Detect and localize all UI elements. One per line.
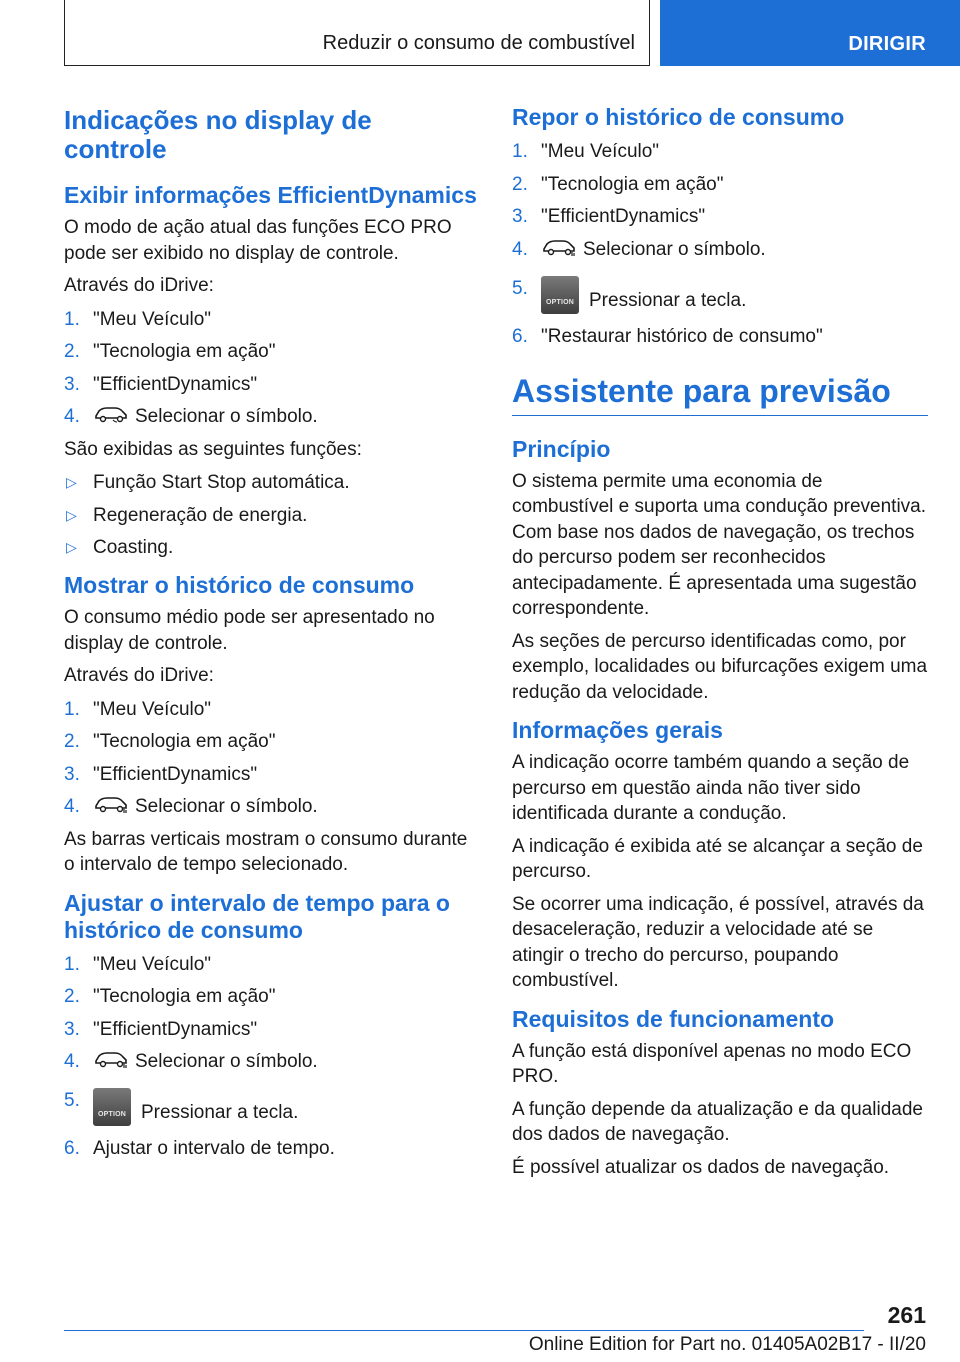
list-item [64, 1136, 480, 1161]
list-item [512, 172, 928, 197]
car-consumption-icon [93, 1049, 129, 1069]
list-item [64, 503, 480, 528]
step-number: 6. [64, 1138, 80, 1159]
steps-list [512, 139, 928, 349]
step-text: "Tecnologia em ação" [93, 986, 276, 1007]
bullet-text: Coasting. [93, 537, 174, 558]
triangle-bullet-icon: ▷ [66, 539, 77, 555]
header-section-title: Reduzir o consumo de combustível [322, 32, 635, 54]
heading-mostrar-historico: Mostrar o histórico de consumo [64, 572, 415, 598]
triangle-bullet-icon: ▷ [66, 474, 77, 490]
step-number: 3. [64, 373, 80, 395]
list-item [512, 204, 928, 229]
option-key-label: OPTION [97, 1111, 127, 1118]
heading-indicacoes: Indicações no display de controle [64, 105, 372, 164]
step-text: "Meu Veículo" [93, 308, 212, 330]
step-number: 5. [64, 1090, 80, 1111]
step-number: 1. [512, 141, 528, 162]
list-item [64, 729, 480, 754]
list-item [64, 372, 480, 397]
heading-ajustar-intervalo: Ajustar o intervalo de tempo para o histórico de consumo [64, 889, 450, 943]
step-number: 2. [64, 731, 80, 752]
paragraph: O sistema permite uma economia de combustível e suporta uma condução preventiva. Com base nos dados de navegação, os trechos do percurso podem ser reconhecidos antecipadamente. É apresentada uma sugestão correspondente. [512, 470, 927, 619]
list-item [512, 324, 928, 349]
step-number: 2. [64, 341, 80, 362]
step-number: 1. [64, 698, 80, 720]
paragraph: O consumo médio pode ser apresentado no display de controle. [64, 607, 435, 654]
heading-informacoes-gerais: Informações gerais [512, 717, 723, 743]
step-text: "Meu Veículo" [541, 141, 660, 162]
list-item [512, 237, 928, 262]
step-number: 1. [64, 308, 80, 330]
list-item [64, 404, 480, 429]
heading-repor-historico: Repor o histórico de consumo [512, 104, 845, 130]
step-number: 2. [64, 986, 80, 1007]
step-text: "Restaurar histórico de consumo" [541, 325, 823, 347]
list-item [64, 1088, 480, 1126]
steps-list [64, 307, 480, 430]
list-item [64, 470, 480, 495]
steps-list [64, 697, 480, 820]
list-item [512, 139, 928, 164]
page-number: 261 [887, 1302, 926, 1328]
step-number: 4. [64, 796, 80, 817]
list-item [64, 535, 480, 560]
heading-principio: Princípio [512, 435, 611, 462]
heading-requisitos: Requisitos de funcionamento [512, 1005, 835, 1032]
step-text: Pressionar a tecla. [141, 1102, 299, 1123]
step-text: Selecionar o símbolo. [135, 406, 318, 427]
left-column [64, 100, 480, 1169]
header-chapter-label: DIRIGIR [848, 33, 926, 55]
option-key-label: OPTION [545, 298, 575, 306]
step-number: 4. [512, 238, 528, 260]
step-text: Selecionar o símbolo. [135, 1051, 318, 1072]
step-text: Pressionar a tecla. [589, 289, 747, 311]
list-item [64, 762, 480, 787]
paragraph: É possível atualizar os dados de navegação. [512, 1156, 890, 1178]
bullet-text: Regeneração de energia. [93, 504, 308, 526]
step-text: "Tecnologia em ação" [93, 341, 276, 362]
paragraph: As seções de percurso identificadas como, por exemplo, localidades ou bifurcações exigem uma redução da velocidade. [512, 630, 928, 703]
step-number: 3. [64, 763, 80, 785]
paragraph: A função está disponível apenas no modo ECO PRO. [512, 1040, 912, 1087]
step-number: 5. [512, 277, 528, 299]
list-item [512, 276, 928, 314]
step-text: "EfficientDynamics" [541, 206, 706, 227]
option-key-icon [541, 276, 579, 314]
bullet-text: Função Start Stop automática. [93, 472, 350, 493]
paragraph: A indicação ocorre também quando a seção de percurso em questão ainda não tiver sido identificada durante a condução. [512, 752, 910, 824]
step-text: "Meu Veículo" [93, 698, 212, 720]
paragraph: Se ocorrer uma indicação, é possível, através da desaceleração, reduzir a velocidade até se atingir o trecho do percurso, poupando combustível. [512, 893, 924, 991]
step-number: 3. [512, 206, 528, 227]
step-number: 4. [64, 406, 80, 427]
triangle-bullet-icon: ▷ [66, 506, 77, 523]
paragraph: A função depende da atualização e da qualidade dos dados de navegação. [512, 1098, 923, 1145]
car-consumption-icon [93, 794, 129, 814]
step-text: "Tecnologia em ação" [541, 173, 724, 195]
step-text: "Tecnologia em ação" [93, 731, 276, 752]
step-text: "Meu Veículo" [93, 953, 212, 975]
paragraph: O modo de ação atual das funções ECO PRO pode ser exibido no display de controle. [64, 217, 452, 264]
heading-assistente-previsao: Assistente para previsão [512, 371, 928, 416]
step-text: "EfficientDynamics" [93, 763, 258, 785]
footer-divider [64, 1330, 864, 1331]
step-text: Selecionar o símbolo. [583, 238, 766, 260]
step-text: Ajustar o intervalo de tempo. [93, 1138, 335, 1159]
header-section-box [64, 0, 650, 66]
paragraph: São exibidas as seguintes funções: [64, 438, 362, 460]
option-key-icon [93, 1088, 131, 1126]
list-item [64, 1017, 480, 1042]
steps-list [64, 952, 480, 1162]
step-number: 1. [64, 953, 80, 975]
paragraph: As barras verticais mostram o consumo durante o intervalo de tempo selecionado. [64, 828, 468, 875]
step-number: 3. [64, 1018, 80, 1040]
step-number: 2. [512, 173, 528, 195]
list-item [64, 952, 480, 977]
paragraph: A indicação é exibida até se alcançar a seção de percurso. [512, 835, 923, 882]
list-item [64, 307, 480, 332]
car-consumption-icon [541, 237, 577, 257]
step-number: 6. [512, 325, 528, 347]
heading-exibir-informacoes: Exibir informações EfficientDynamics [64, 182, 477, 208]
car-symbol-icon [93, 404, 129, 424]
bullet-list [64, 470, 480, 560]
step-text: "EfficientDynamics" [93, 1018, 258, 1040]
right-column [512, 100, 928, 1187]
list-item [64, 1049, 480, 1074]
list-item [64, 794, 480, 819]
paragraph: Através do iDrive: [64, 665, 214, 686]
header-chapter-tab [660, 0, 960, 66]
paragraph: Através do iDrive: [64, 275, 214, 296]
footer-edition-text: Online Edition for Part no. 01405A02B17 - II/20 [528, 1334, 926, 1355]
list-item [64, 984, 480, 1009]
step-text: Selecionar o símbolo. [135, 796, 318, 817]
list-item [64, 697, 480, 722]
list-item [64, 339, 480, 364]
step-text: "EfficientDynamics" [93, 373, 258, 395]
step-number: 4. [64, 1051, 80, 1072]
